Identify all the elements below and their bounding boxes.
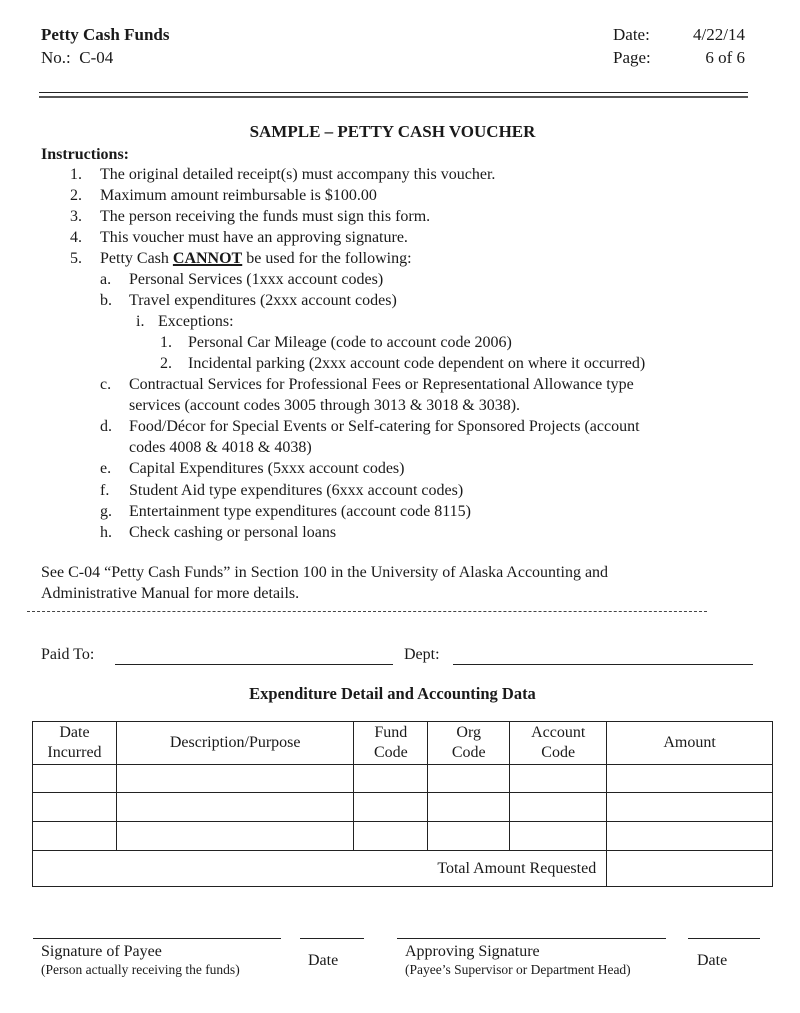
list-marker: 5.	[70, 250, 82, 267]
header-divider-bottom	[39, 96, 748, 98]
list-marker: b.	[100, 292, 112, 309]
exception-item: Incidental parking (2xxx account code dependent on where it occurred)	[188, 355, 646, 372]
sub-item: Entertainment type expenditures (account code 8115)	[129, 503, 471, 520]
sub-item-continued: codes 4008 & 4018 & 4038)	[129, 439, 312, 456]
form-title: SAMPLE – PETTY CASH VOUCHER	[249, 122, 536, 141]
sub-item: Check cashing or personal loans	[129, 524, 337, 541]
approver-signature-line[interactable]	[397, 938, 666, 939]
cell-description[interactable]	[116, 793, 354, 822]
cell-description[interactable]	[116, 822, 354, 851]
reference-note: See C-04 “Petty Cash Funds” in Section 100 in the University of Alaska Accounting and	[41, 564, 609, 581]
paid-to-field[interactable]	[115, 644, 393, 664]
instruction-item: The original detailed receipt(s) must accompany this voucher.	[100, 166, 496, 183]
cell-amount[interactable]	[607, 822, 773, 851]
cell-amount[interactable]	[607, 793, 773, 822]
instruction-item	[100, 248, 412, 269]
table-row	[33, 793, 773, 822]
list-marker: g.	[100, 503, 112, 520]
cell-org-code[interactable]	[428, 765, 510, 793]
cell-amount[interactable]	[607, 765, 773, 793]
dept-field[interactable]	[453, 644, 753, 664]
sub-item: Contractual Services for Professional Fees or Representational Allowance type	[129, 376, 634, 393]
header-account-code: Account Code	[510, 722, 607, 765]
header-divider-top	[39, 92, 748, 93]
list-marker: 4.	[70, 229, 82, 246]
instruction-text: Petty Cash	[100, 250, 169, 267]
list-marker: f.	[100, 482, 110, 499]
page-label: Page:	[613, 48, 651, 67]
sub-item: Student Aid type expenditures (6xxx account codes)	[129, 482, 464, 499]
header-amount: Amount	[607, 722, 773, 765]
instruction-item: Maximum amount reimbursable is $100.00	[100, 187, 377, 204]
list-marker: 3.	[70, 208, 82, 225]
approver-date-label: Date	[697, 952, 728, 969]
table-title: Expenditure Detail and Accounting Data	[249, 684, 536, 703]
cell-account-code[interactable]	[510, 765, 607, 793]
total-row	[33, 851, 773, 887]
instruction-text: be used for the following:	[246, 250, 412, 267]
document-title: Petty Cash Funds	[41, 25, 170, 44]
list-marker: e.	[100, 460, 112, 477]
instructions-heading: Instructions:	[41, 146, 130, 163]
exceptions-label: Exceptions:	[158, 313, 234, 330]
exception-item: Personal Car Mileage (code to account code 2006)	[188, 334, 512, 351]
list-marker: h.	[100, 524, 112, 541]
sub-item: Travel expenditures (2xxx account codes)	[129, 292, 397, 309]
cell-fund-code[interactable]	[354, 822, 428, 851]
payee-signature-line[interactable]	[33, 938, 281, 939]
cell-org-code[interactable]	[428, 822, 510, 851]
sub-item: Personal Services (1xxx account codes)	[129, 271, 384, 288]
cell-date[interactable]	[33, 765, 117, 793]
page-value: 6 of 6	[705, 48, 745, 67]
list-marker: c.	[100, 376, 112, 393]
list-marker: i.	[136, 313, 145, 330]
cell-org-code[interactable]	[428, 793, 510, 822]
header-org-code: Org Code	[428, 722, 510, 765]
sub-item: Capital Expenditures (5xxx account codes)	[129, 460, 405, 477]
header-fund-code: Fund Code	[354, 722, 428, 765]
approver-signature-label: Approving Signature	[405, 943, 540, 960]
document-number-value: C-04	[79, 48, 114, 67]
list-marker: 1.	[70, 166, 82, 183]
date-value: 4/22/14	[693, 25, 745, 44]
table-row	[33, 822, 773, 851]
expenditure-table	[32, 721, 773, 887]
cell-date[interactable]	[33, 822, 117, 851]
header-description: Description/Purpose	[116, 722, 354, 765]
total-amount-field[interactable]	[607, 851, 773, 887]
cut-line-divider	[27, 611, 707, 612]
cell-account-code[interactable]	[510, 822, 607, 851]
cell-date[interactable]	[33, 793, 117, 822]
sub-item: Food/Décor for Special Events or Self-catering for Sponsored Projects (account	[129, 418, 640, 435]
list-marker: 1.	[160, 334, 172, 351]
list-marker: d.	[100, 418, 112, 435]
instruction-item: The person receiving the funds must sign this form.	[100, 208, 431, 225]
total-label: Total Amount Requested	[33, 851, 607, 887]
list-marker: 2.	[70, 187, 82, 204]
header-date-incurred: Date Incurred	[33, 722, 117, 765]
cell-fund-code[interactable]	[354, 793, 428, 822]
document-number-label: No.:	[41, 48, 71, 67]
sub-item-continued: services (account codes 3005 through 3013 & 3018 & 3038).	[129, 397, 521, 414]
payee-date-label: Date	[308, 952, 339, 969]
document-number	[41, 48, 113, 68]
table-row	[33, 765, 773, 793]
paid-to-label: Paid To:	[41, 646, 95, 663]
payee-signature-label: Signature of Payee	[41, 943, 162, 960]
list-marker: 2.	[160, 355, 172, 372]
approver-date-line[interactable]	[688, 938, 760, 939]
paid-to-underline	[115, 664, 393, 665]
dept-label: Dept:	[404, 646, 440, 663]
list-marker: a.	[100, 271, 112, 288]
reference-note-continued: Administrative Manual for more details.	[41, 585, 300, 602]
cell-description[interactable]	[116, 765, 354, 793]
cell-account-code[interactable]	[510, 793, 607, 822]
cannot-emphasis: CANNOT	[172, 250, 243, 267]
payee-date-line[interactable]	[300, 938, 364, 939]
table-header-row	[33, 722, 773, 765]
cell-fund-code[interactable]	[354, 765, 428, 793]
dept-underline	[453, 664, 753, 665]
date-label: Date:	[613, 25, 650, 44]
approver-signature-note: (Payee’s Supervisor or Department Head)	[405, 962, 631, 977]
payee-signature-note: (Person actually receiving the funds)	[41, 962, 240, 977]
instruction-item: This voucher must have an approving signature.	[100, 229, 408, 246]
